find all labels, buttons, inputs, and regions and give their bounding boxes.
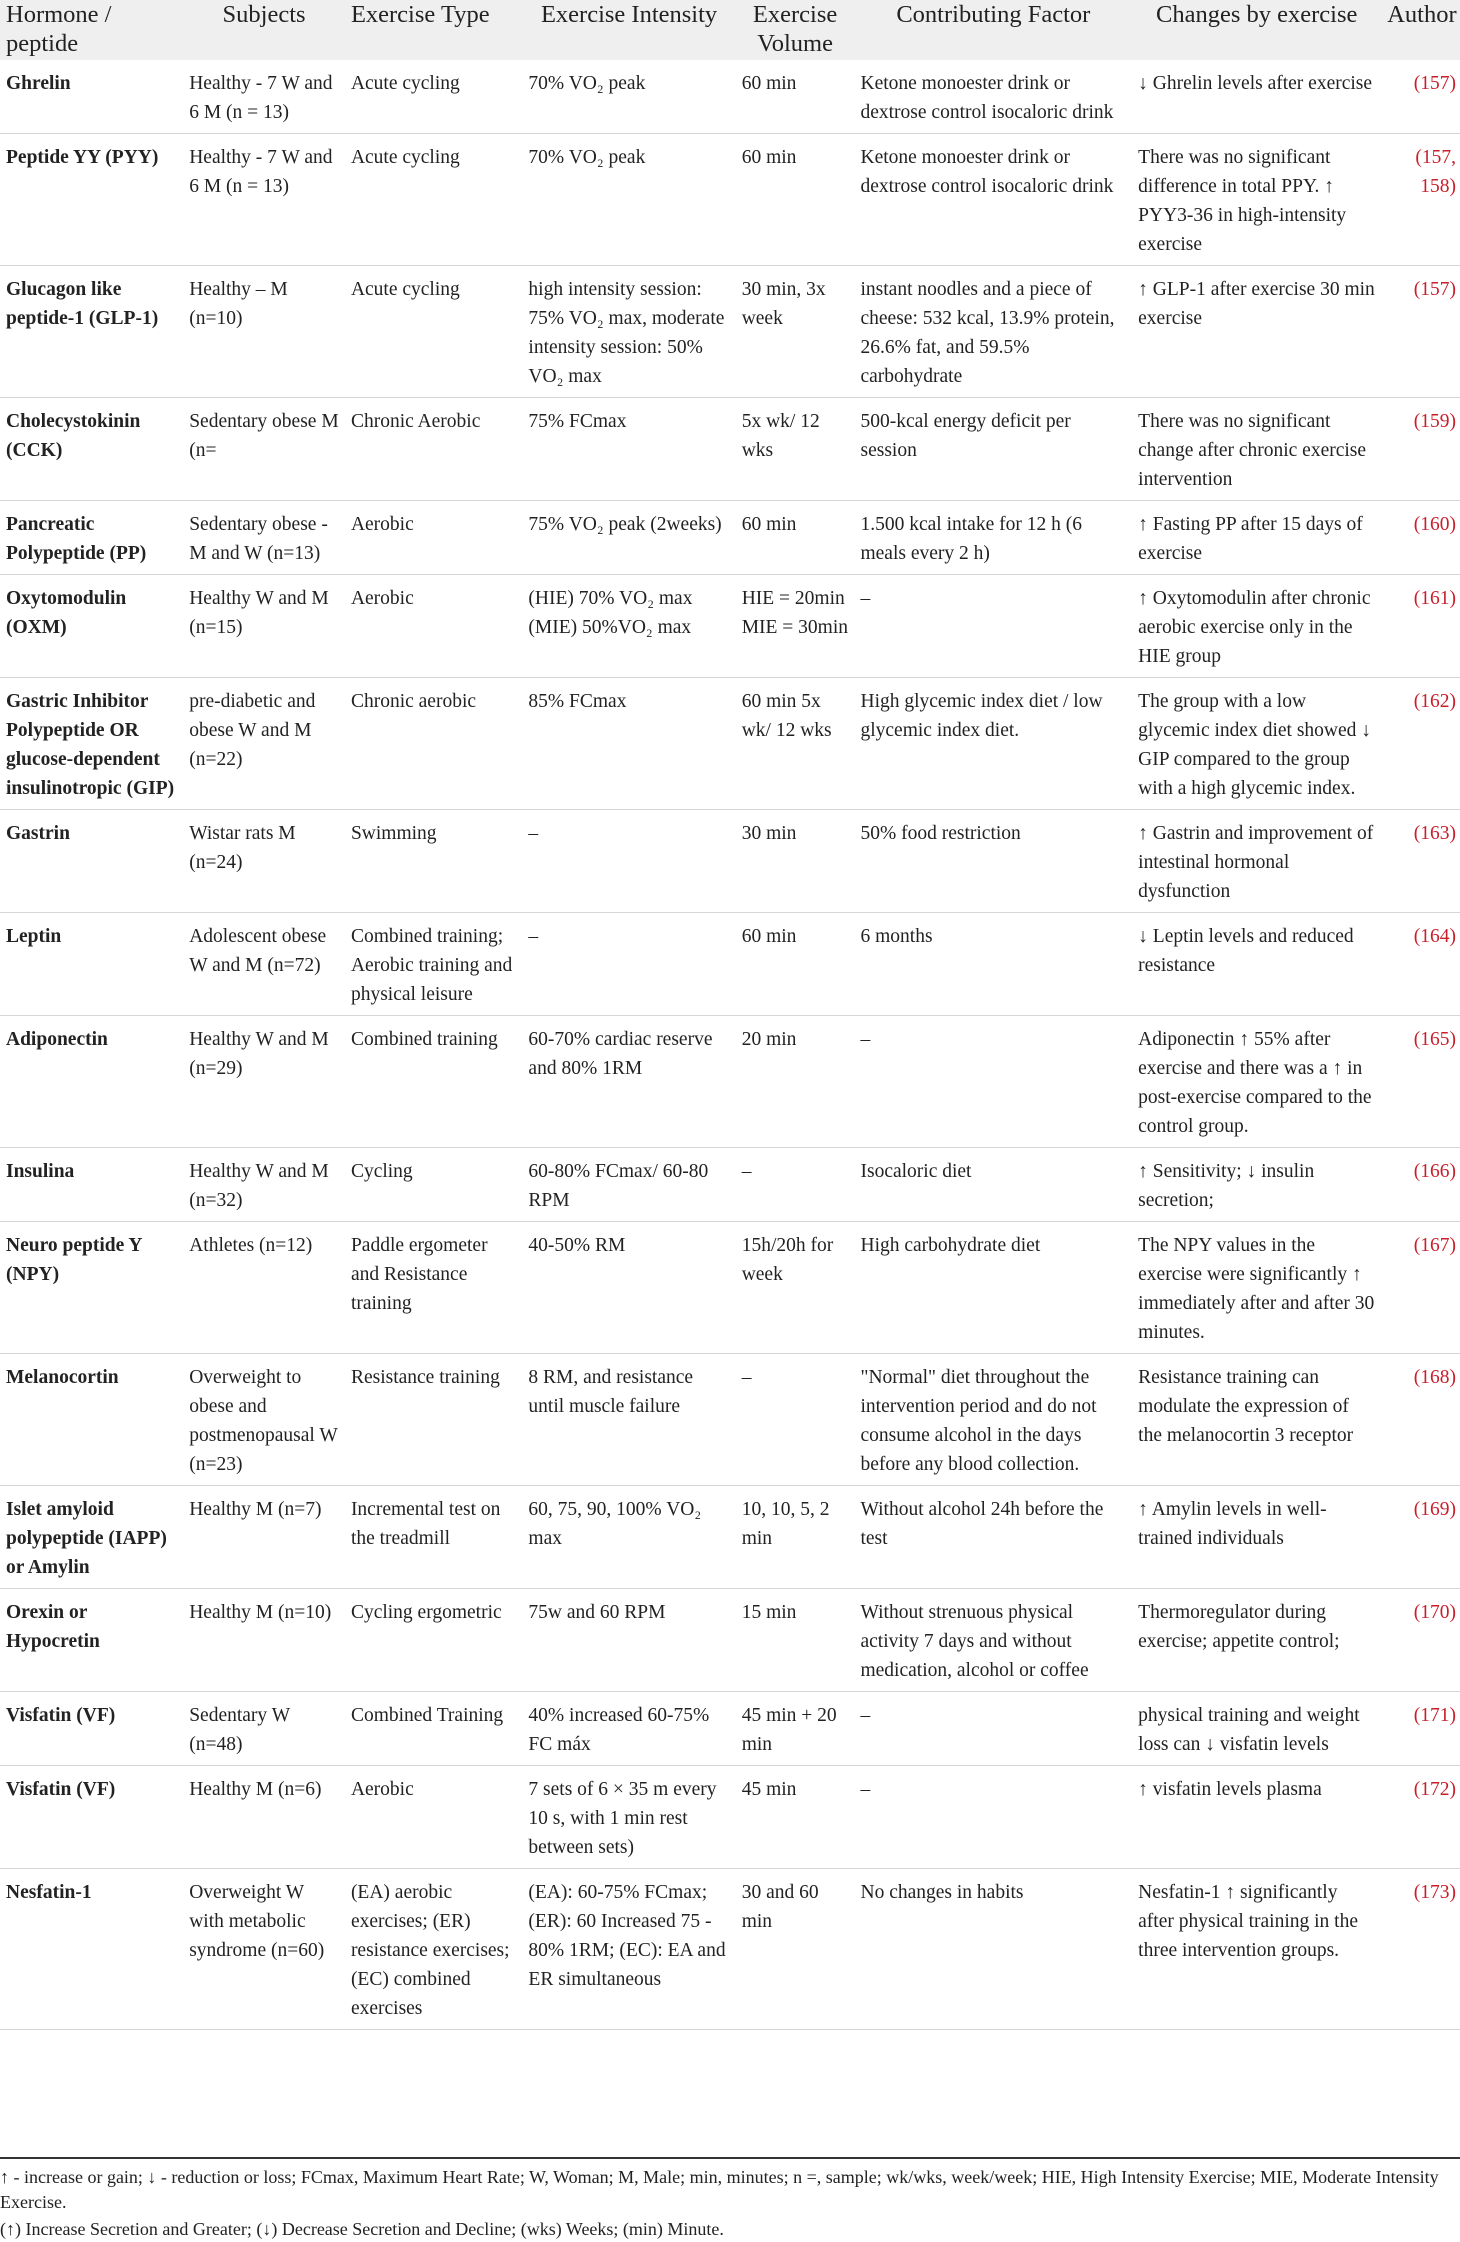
subjects-cell: Healthy M (n=7) xyxy=(183,1486,345,1589)
changes-cell: ↑ Fasting PP after 15 days of exercise xyxy=(1132,501,1381,575)
table-row xyxy=(0,913,1460,1016)
header-subjects: Subjects xyxy=(183,0,345,60)
contributing-factor-cell: 50% food restriction xyxy=(854,810,1132,913)
subjects-cell: Healthy M (n=10) xyxy=(183,1589,345,1692)
table-row xyxy=(0,398,1460,501)
exercise-type-cell: Combined training; Aerobic training and physical leisure xyxy=(345,913,522,1016)
table-row xyxy=(0,1589,1460,1692)
exercise-type-cell: Cycling xyxy=(345,1148,522,1222)
author-reference-link[interactable]: (157, 158) xyxy=(1381,134,1460,266)
contributing-factor-cell: Isocaloric diet xyxy=(854,1148,1132,1222)
hormone-cell: Visfatin (VF) xyxy=(0,1692,183,1766)
header-hormone: Hormone / peptide xyxy=(0,0,183,60)
changes-cell: ↓ Ghrelin levels after exercise xyxy=(1132,60,1381,134)
exercise-volume-cell: 30 min xyxy=(736,810,855,913)
hormone-cell: Peptide YY (PYY) xyxy=(0,134,183,266)
footnote-abbreviations: ↑ - increase or gain; ↓ - reduction or loss; FCmax, Maximum Heart Rate; W, Woman; M, Male; min, minutes; n =, sample; wk/wks, week/week; HIE, High Intensity Exercise; MIE, Moderate Intensity Exercise. xyxy=(0,2167,1439,2212)
exercise-intensity-cell: – xyxy=(522,810,735,913)
contributing-factor-cell: High carbohydrate diet xyxy=(854,1222,1132,1354)
subjects-cell: Sedentary obese - M and W (n=13) xyxy=(183,501,345,575)
table-row xyxy=(0,501,1460,575)
exercise-intensity-cell: (HIE) 70% VO₂ max (MIE) 50%VO₂ max xyxy=(522,575,735,678)
author-reference-link[interactable]: (172) xyxy=(1381,1766,1460,1869)
exercise-intensity-cell: 70% VO₂ peak xyxy=(522,134,735,266)
hormone-cell: Adiponectin xyxy=(0,1016,183,1148)
exercise-type-cell: Swimming xyxy=(345,810,522,913)
subjects-cell: Overweight W with metabolic syndrome (n=60) xyxy=(183,1869,345,2030)
exercise-intensity-cell: 75% FCmax xyxy=(522,398,735,501)
exercise-volume-cell: 30 and 60 min xyxy=(736,1869,855,2030)
subjects-cell: Healthy - 7 W and 6 M (n = 13) xyxy=(183,60,345,134)
exercise-volume-cell: – xyxy=(736,1354,855,1486)
exercise-volume-cell: 20 min xyxy=(736,1016,855,1148)
exercise-volume-cell: 10, 10, 5, 2 min xyxy=(736,1486,855,1589)
exercise-volume-cell: 15h/20h for week xyxy=(736,1222,855,1354)
subjects-cell: pre-diabetic and obese W and M (n=22) xyxy=(183,678,345,810)
hormone-cell: Nesfatin-1 xyxy=(0,1869,183,2030)
subjects-cell: Athletes (n=12) xyxy=(183,1222,345,1354)
author-reference-link[interactable]: (160) xyxy=(1381,501,1460,575)
exercise-intensity-cell: 40-50% RM xyxy=(522,1222,735,1354)
exercise-type-cell: (EA) aerobic exercises; (ER) resistance exercises; (EC) combined exercises xyxy=(345,1869,522,2030)
contributing-factor-cell: Without alcohol 24h before the test xyxy=(854,1486,1132,1589)
contributing-factor-cell: "Normal" diet throughout the intervention period and do not consume alcohol in the days before any blood collection. xyxy=(854,1354,1132,1486)
changes-cell: There was no significant difference in total PPY. ↑ PYY3-36 in high-intensity exercise xyxy=(1132,134,1381,266)
changes-cell: ↓ Leptin levels and reduced resistance xyxy=(1132,913,1381,1016)
contributing-factor-cell: instant noodles and a piece of cheese: 532 kcal, 13.9% protein, 26.6% fat, and 59.5% carbohydrate xyxy=(854,266,1132,398)
hormone-cell: Pancreatic Polypeptide (PP) xyxy=(0,501,183,575)
subjects-cell: Healthy W and M (n=29) xyxy=(183,1016,345,1148)
header-exercise-type: Exercise Type xyxy=(345,0,522,60)
hormone-cell: Gastric Inhibitor Polypeptide OR glucose-dependent insulinotropic (GIP) xyxy=(0,678,183,810)
exercise-type-cell: Paddle ergometer and Resistance training xyxy=(345,1222,522,1354)
author-reference-link[interactable]: (163) xyxy=(1381,810,1460,913)
header-exercise-intensity: Exercise Intensity xyxy=(522,0,735,60)
contributing-factor-cell: – xyxy=(854,1692,1132,1766)
changes-cell: physical training and weight loss can ↓ visfatin levels xyxy=(1132,1692,1381,1766)
table-row xyxy=(0,134,1460,266)
hormone-cell: Melanocortin xyxy=(0,1354,183,1486)
author-reference-link[interactable]: (168) xyxy=(1381,1354,1460,1486)
exercise-intensity-cell: 75w and 60 RPM xyxy=(522,1589,735,1692)
changes-cell: Resistance training can modulate the expression of the melanocortin 3 receptor xyxy=(1132,1354,1381,1486)
changes-cell: The group with a low glycemic index diet showed ↓ GIP compared to the group with a high glycemic index. xyxy=(1132,678,1381,810)
hormone-cell: Oxytomodulin (OXM) xyxy=(0,575,183,678)
author-reference-link[interactable]: (164) xyxy=(1381,913,1460,1016)
subjects-cell: Adolescent obese W and M (n=72) xyxy=(183,913,345,1016)
exercise-intensity-cell: 60-80% FCmax/ 60-80 RPM xyxy=(522,1148,735,1222)
author-reference-link[interactable]: (157) xyxy=(1381,60,1460,134)
author-reference-link[interactable]: (162) xyxy=(1381,678,1460,810)
table-row xyxy=(0,1766,1460,1869)
contributing-factor-cell: – xyxy=(854,1766,1132,1869)
exercise-type-cell: Aerobic xyxy=(345,501,522,575)
contributing-factor-cell: – xyxy=(854,575,1132,678)
header-changes: Changes by exercise xyxy=(1132,0,1381,60)
subjects-cell: Healthy - 7 W and 6 M (n = 13) xyxy=(183,134,345,266)
hormone-cell: Glucagon like peptide-1 (GLP-1) xyxy=(0,266,183,398)
exercise-volume-cell: – xyxy=(736,1148,855,1222)
exercise-intensity-cell: high intensity session: 75% VO₂ max, moderate intensity session: 50% VO₂ max xyxy=(522,266,735,398)
exercise-type-cell: Resistance training xyxy=(345,1354,522,1486)
changes-cell: ↑ Amylin levels in well-trained individuals xyxy=(1132,1486,1381,1589)
header-exercise-volume: Exercise Volume xyxy=(736,0,855,60)
contributing-factor-cell: 1.500 kcal intake for 12 h (6 meals every 2 h) xyxy=(854,501,1132,575)
exercise-type-cell: Acute cycling xyxy=(345,134,522,266)
contributing-factor-cell: Ketone monoester drink or dextrose control isocaloric drink xyxy=(854,134,1132,266)
exercise-volume-cell: HIE = 20min MIE = 30min xyxy=(736,575,855,678)
exercise-type-cell: Chronic Aerobic xyxy=(345,398,522,501)
author-reference-link[interactable]: (167) xyxy=(1381,1222,1460,1354)
exercise-volume-cell: 60 min xyxy=(736,60,855,134)
hormone-cell: Visfatin (VF) xyxy=(0,1766,183,1869)
exercise-type-cell: Cycling ergometric xyxy=(345,1589,522,1692)
author-reference-link[interactable]: (159) xyxy=(1381,398,1460,501)
header-contributing-factor: Contributing Factor xyxy=(854,0,1132,60)
contributing-factor-cell: – xyxy=(854,1016,1132,1148)
header-author: Author xyxy=(1381,0,1460,60)
author-reference-link[interactable]: (165) xyxy=(1381,1016,1460,1148)
subjects-cell: Healthy W and M (n=32) xyxy=(183,1148,345,1222)
contributing-factor-cell: 6 months xyxy=(854,913,1132,1016)
subjects-cell: Sedentary W (n=48) xyxy=(183,1692,345,1766)
exercise-type-cell: Incremental test on the treadmill xyxy=(345,1486,522,1589)
exercise-volume-cell: 60 min xyxy=(736,501,855,575)
table-row xyxy=(0,266,1460,398)
contributing-factor-cell: Ketone monoester drink or dextrose control isocaloric drink xyxy=(854,60,1132,134)
author-reference-link[interactable]: (157) xyxy=(1381,266,1460,398)
table-row xyxy=(0,1486,1460,1589)
exercise-type-cell: Combined Training xyxy=(345,1692,522,1766)
exercise-type-cell: Acute cycling xyxy=(345,266,522,398)
exercise-volume-cell: 45 min xyxy=(736,1766,855,1869)
author-reference-link[interactable]: (169) xyxy=(1381,1486,1460,1589)
hormone-cell: Neuro peptide Y (NPY) xyxy=(0,1222,183,1354)
table-row xyxy=(0,1692,1460,1766)
exercise-volume-cell: 60 min xyxy=(736,913,855,1016)
footer-divider xyxy=(0,2157,1460,2159)
changes-cell: There was no significant change after chronic exercise intervention xyxy=(1132,398,1381,501)
contributing-factor-cell: No changes in habits xyxy=(854,1869,1132,2030)
exercise-intensity-cell: 85% FCmax xyxy=(522,678,735,810)
changes-cell: Adiponectin ↑ 55% after exercise and there was a ↑ in post-exercise compared to the control group. xyxy=(1132,1016,1381,1148)
exercise-volume-cell: 45 min + 20 min xyxy=(736,1692,855,1766)
subjects-cell: Healthy M (n=6) xyxy=(183,1766,345,1869)
table-row xyxy=(0,1016,1460,1148)
subjects-cell: Healthy – M (n=10) xyxy=(183,266,345,398)
table-row xyxy=(0,575,1460,678)
changes-cell: The NPY values in the exercise were significantly ↑ immediately after and after 30 minutes. xyxy=(1132,1222,1381,1354)
exercise-type-cell: Combined training xyxy=(345,1016,522,1148)
changes-cell: ↑ GLP-1 after exercise 30 min exercise xyxy=(1132,266,1381,398)
hormone-cell: Insulina xyxy=(0,1148,183,1222)
exercise-intensity-cell: 60, 75, 90, 100% VO₂ max xyxy=(522,1486,735,1589)
exercise-type-cell: Acute cycling xyxy=(345,60,522,134)
exercise-type-cell: Chronic aerobic xyxy=(345,678,522,810)
changes-cell: ↑ visfatin levels plasma xyxy=(1132,1766,1381,1869)
exercise-intensity-cell: 40% increased 60-75% FC máx xyxy=(522,1692,735,1766)
hormone-cell: Gastrin xyxy=(0,810,183,913)
exercise-volume-cell: 60 min xyxy=(736,134,855,266)
hormone-cell: Islet amyloid polypeptide (IAPP) or Amylin xyxy=(0,1486,183,1589)
author-reference-link[interactable]: (170) xyxy=(1381,1589,1460,1692)
table-row xyxy=(0,810,1460,913)
hormone-cell: Orexin or Hypocretin xyxy=(0,1589,183,1692)
subjects-cell: Overweight to obese and postmenopausal W (n=23) xyxy=(183,1354,345,1486)
changes-cell: ↑ Sensitivity; ↓ insulin secretion; xyxy=(1132,1148,1381,1222)
exercise-volume-cell: 5x wk/ 12 wks xyxy=(736,398,855,501)
hormone-cell: Leptin xyxy=(0,913,183,1016)
exercise-volume-cell: 60 min 5x wk/ 12 wks xyxy=(736,678,855,810)
changes-cell: Thermoregulator during exercise; appetite control; xyxy=(1132,1589,1381,1692)
table-header-row xyxy=(0,0,1460,60)
exercise-intensity-cell: 60-70% cardiac reserve and 80% 1RM xyxy=(522,1016,735,1148)
exercise-intensity-cell: – xyxy=(522,913,735,1016)
author-reference-link[interactable]: (171) xyxy=(1381,1692,1460,1766)
footnote-symbols: (↑) Increase Secretion and Greater; (↓) Decrease Secretion and Decline; (wks) Weeks; (min) Minute. xyxy=(0,2219,724,2239)
author-reference-link[interactable]: (166) xyxy=(1381,1148,1460,1222)
exercise-type-cell: Aerobic xyxy=(345,575,522,678)
exercise-intensity-cell: (EA): 60-75% FCmax; (ER): 60 Increased 75 - 80% 1RM; (EC): EA and ER simultaneous xyxy=(522,1869,735,2030)
table-row xyxy=(0,1148,1460,1222)
changes-cell: Nesfatin-1 ↑ significantly after physical training in the three intervention groups. xyxy=(1132,1869,1381,2030)
exercise-type-cell: Aerobic xyxy=(345,1766,522,1869)
exercise-volume-cell: 15 min xyxy=(736,1589,855,1692)
contributing-factor-cell: High glycemic index diet / low glycemic index diet. xyxy=(854,678,1132,810)
author-reference-link[interactable]: (173) xyxy=(1381,1869,1460,2030)
table-body xyxy=(0,60,1460,2030)
subjects-cell: Healthy W and M (n=15) xyxy=(183,575,345,678)
table-row xyxy=(0,1869,1460,2030)
table-row xyxy=(0,1354,1460,1486)
hormone-cell: Ghrelin xyxy=(0,60,183,134)
table-row xyxy=(0,1222,1460,1354)
subjects-cell: Sedentary obese M (n= xyxy=(183,398,345,501)
contributing-factor-cell: 500-kcal energy deficit per session xyxy=(854,398,1132,501)
author-reference-link[interactable]: (161) xyxy=(1381,575,1460,678)
hormone-cell: Cholecystokinin (CCK) xyxy=(0,398,183,501)
table-row xyxy=(0,60,1460,134)
exercise-intensity-cell: 70% VO₂ peak xyxy=(522,60,735,134)
exercise-intensity-cell: 7 sets of 6 × 35 m every 10 s, with 1 min rest between sets) xyxy=(522,1766,735,1869)
subjects-cell: Wistar rats M (n=24) xyxy=(183,810,345,913)
contributing-factor-cell: Without strenuous physical activity 7 days and without medication, alcohol or coffee xyxy=(854,1589,1132,1692)
changes-cell: ↑ Gastrin and improvement of intestinal hormonal dysfunction xyxy=(1132,810,1381,913)
table-row xyxy=(0,678,1460,810)
exercise-intensity-cell: 75% VO₂ peak (2weeks) xyxy=(522,501,735,575)
exercise-volume-cell: 30 min, 3x week xyxy=(736,266,855,398)
exercise-intensity-cell: 8 RM, and resistance until muscle failure xyxy=(522,1354,735,1486)
changes-cell: ↑ Oxytomodulin after chronic aerobic exercise only in the HIE group xyxy=(1132,575,1381,678)
